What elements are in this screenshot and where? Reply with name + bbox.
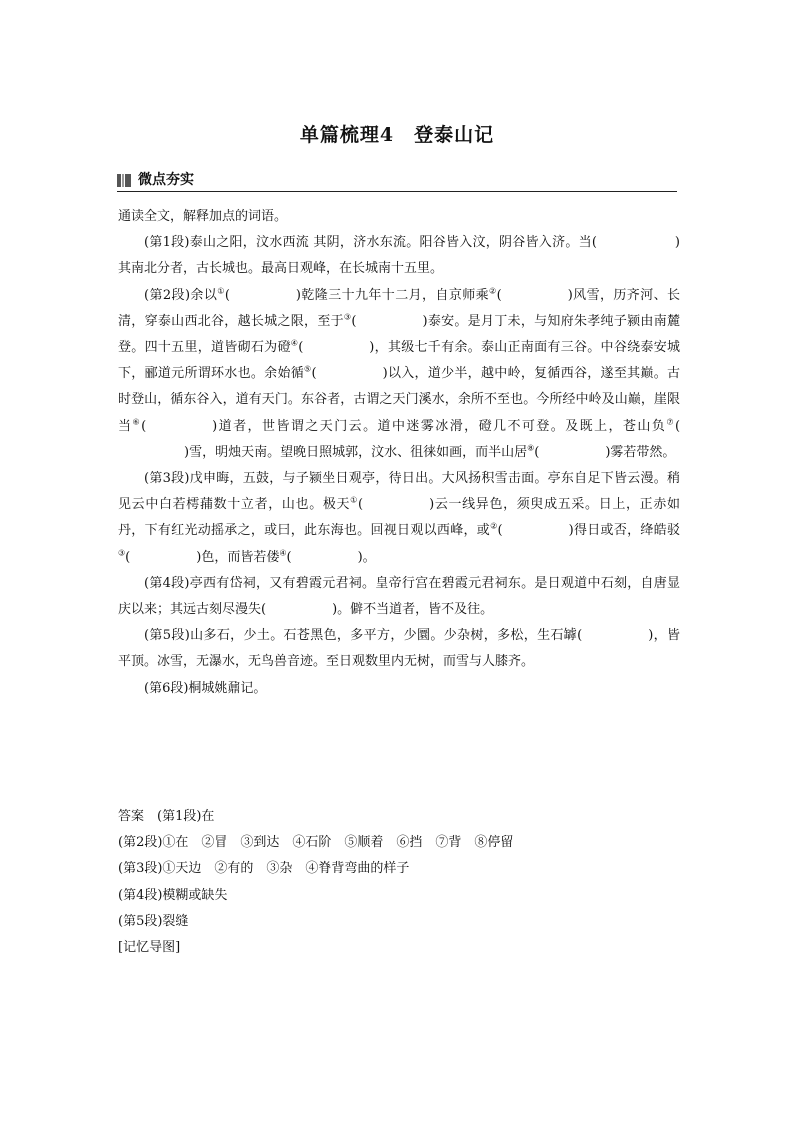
answer-section <box>118 804 680 961</box>
page-title: 单篇梳理4 登泰山记 <box>299 124 495 146</box>
memory-map-label: [记忆导图] <box>118 940 181 956</box>
paragraph-5: (第5段)山多石，少土。石苍黑色，多平方，少圜。少杂树，多松，生石罅( )，皆平顶。冰雪，无瀑水，无鸟兽音迹。至日观数里内无树，而雪与人膝齐。 <box>118 628 680 670</box>
paragraph-3: (第3段)戊申晦，五鼓，与子颍坐日观亭，待日出。大风扬积雪击面。亭东自足下皆云漫。稍见云中白若樗蒱数十立者，山也。极天①( )云一线异色，须臾成五采。日上，正赤如丹，下有红光动摇承之，或曰，此东海也。回视日观以西峰，或②( )得日或否，绛皓驳③( )色，而皆若偻④( )。 <box>118 471 681 565</box>
answer-line: (第2段)①在 ②冒 ③到达 ④石阶 ⑤顺着 ⑥挡 ⑦背 ⑧停留 <box>118 835 514 851</box>
passage-body <box>118 204 680 702</box>
paragraph-6: (第6段)桐城姚鼐记。 <box>144 680 267 696</box>
paragraph-1: (第1段)泰山之阳，汶水西流 其阴，济水东流。阳谷皆入汶，阴谷皆入济。当( )其南北分者，古长城也。最高日观峰，在长城南十五里。 <box>118 235 680 277</box>
paragraph-4: (第4段)亭西有岱祠，又有碧霞元君祠。皇帝行宫在碧霞元君祠东。是日观道中石刻，自唐显庆以来；其远古刻尽漫失( )。僻不当道者，皆不及往。 <box>118 575 680 618</box>
answer-line: (第5段)裂缝 <box>118 913 189 929</box>
instruction-text: 通读全文，解释加点的词语。 <box>118 209 288 224</box>
answer-line: (第3段)①天边 ②有的 ③杂 ④脊背弯曲的样子 <box>118 861 410 877</box>
paragraph-2: (第2段)余以①( )乾隆三十九年十二月，自京师乘②( )风雪，历齐河、长清，穿泰山西北谷，越长城之限，至于③( )泰安。是月丁未，与知府朱孝纯子颍由南麓登。四十五里，道皆砌石为磴④( )，其级七千有余。泰山正南面有三谷。中谷绕泰安城下，郦道元所谓环水也。余始循⑤( )以入，道少半，越中岭，复循西谷，遂至其巅。古时登山，循东谷入，道有天门。东谷者，古谓之天门溪水，余所不至也。今所经中岭及山巅，崖限当⑥( )道者，世皆谓之天门云。道中迷雾冰滑，磴几不可登。及既上，苍山负⑦()雪，明烛天南。望晚日照城郭，汶水、徂徕如画，而半山居⑧( )雾若带然。 <box>118 286 681 460</box>
section-header <box>117 171 677 192</box>
section-title: 微点夯实 <box>138 172 194 188</box>
answer-line: 答案 (第1段)在 <box>118 809 215 824</box>
answer-line: (第4段)模糊或缺失 <box>118 887 228 903</box>
section-marker-icon <box>117 174 131 193</box>
